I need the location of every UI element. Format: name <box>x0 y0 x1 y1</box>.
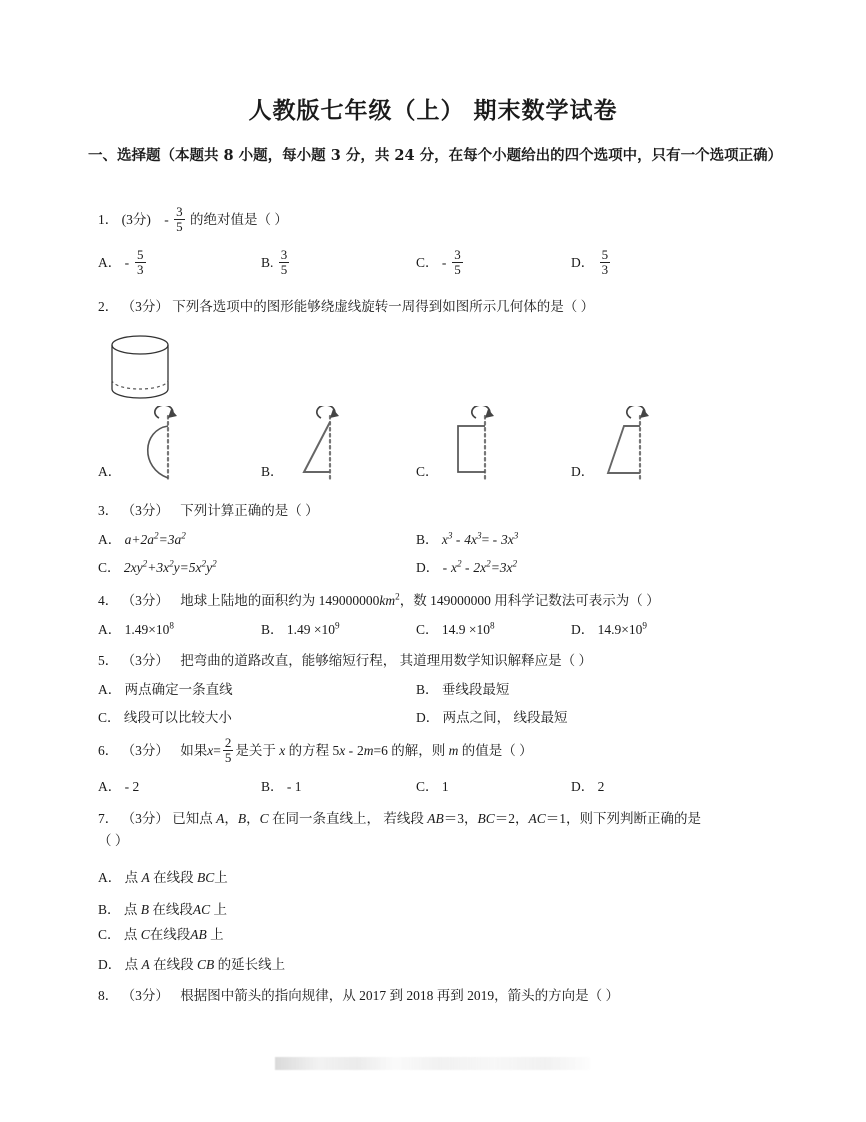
question-3-marks: （3分） <box>121 503 169 518</box>
option-label: D． <box>416 560 440 575</box>
rectangle-rotation-icon <box>445 406 505 486</box>
question-4-option-b[interactable]: B． $1.49 \times 10^9$ <box>261 620 340 637</box>
fraction-numerator: 2 <box>224 735 232 750</box>
question-8-number: 8． <box>98 988 119 1003</box>
question-8-marks: （3分） <box>121 988 169 1003</box>
option-label: B． <box>98 902 121 917</box>
question-7-blank: （ ） <box>98 833 129 848</box>
question-1-option-c[interactable] <box>416 248 465 277</box>
question-3-option-d[interactable]: D． - $x^2 - 2x^2=3x^2$ <box>416 558 518 575</box>
option-text: 两点之间， 线段最短 <box>442 710 568 725</box>
question-5-option-c[interactable] <box>98 706 232 726</box>
option-label: A． <box>98 622 122 637</box>
option-label: A． <box>98 682 122 697</box>
question-2-option-b-label[interactable] <box>261 460 284 480</box>
option-fraction <box>279 248 290 277</box>
question-4-option-d[interactable]: D． $14.9\times 10^9$ <box>571 620 647 637</box>
fraction-numerator: 5 <box>137 247 144 262</box>
option-label: C． <box>98 927 121 942</box>
trapezoid-rotation-icon <box>600 406 660 486</box>
option-label: D． <box>571 255 595 271</box>
page-title: 人教版七年级（上） 期末数学试卷 <box>248 97 618 124</box>
question-7-marks: （3分） <box>121 811 169 826</box>
question-6-option-d[interactable] <box>571 775 604 795</box>
question-8-stem <box>98 985 788 1007</box>
question-7-stem-line2 <box>98 830 788 852</box>
option-text: 线段可以比较大小 <box>123 710 232 725</box>
option-text: 两点确定一条直线 <box>124 682 233 697</box>
question-3-text: 下列计算正确的是（ ） <box>180 503 319 518</box>
option-label: B． <box>416 682 439 697</box>
question-1-stem <box>98 205 788 234</box>
question-2-option-a-label[interactable] <box>98 460 121 480</box>
question-3-option-a[interactable]: A． $a+2a^2=3a^2$ <box>98 530 186 547</box>
option-label: C． <box>416 779 439 794</box>
question-2-option-b-figure[interactable] <box>290 406 350 490</box>
option-fraction <box>452 248 463 277</box>
question-3-option-b[interactable]: B． $x^3 - 4x^3= - 3x^3$ <box>416 530 519 547</box>
question-5-number: 5． <box>98 653 119 668</box>
question-5-option-d[interactable] <box>416 706 568 726</box>
option-text: - 1 <box>286 779 302 794</box>
question-6-marks: （3分） <box>121 743 169 759</box>
question-1-option-b[interactable] <box>261 248 291 277</box>
section-heading: 一、选择题（本题共 8 小题，每小题 3 分，共 24 分，在每个小题给出的四个选项中，只有一个选项正确） <box>88 147 783 164</box>
question-5-option-a[interactable] <box>98 678 233 698</box>
fraction-denominator: 5 <box>280 261 288 277</box>
question-7-number: 7． <box>98 811 119 826</box>
fraction-denominator: 5 <box>176 218 183 234</box>
exam-page: 人教版七年级（上） 期末数学试卷 一、选择题（本题共 8 小题，每小题 3 分，共 24 分，在每个小题给出的四个选项中，只有一个选项正确） 1． (3分) - $\frac{3}{5}$ 的绝对值是（ ） A． - $\frac{5}{3}$ B. $\frac{3}{5}$ C． - $\frac{3}{5}$ D． $\frac{5}{3}$ 2． （3分） 下列各选项中的图形能够绕虚线旋转一周得到如图所示几何体的是（ ） A． B． C． D． 3． （3分） 下列计算正确的是（ ） A． $a+2a^2=3a^2$ B． $x^3 - 4x^3= - 3x^3$ C． $2xy^2+3x^2y=5x^2y^2$ D． - $x^2 - 2x^2=3x^2$ 4． （3分） 地球上陆地的面积约为 $149000000km^2$，数 149000000 用科学记数法可表示为（ ） A． $1.49\times 10^8$ B． $1.49 \times 10^9$ C． $14.9 \times 10^8$ D． $14.9\times 10^9$ 5． （3分） 把弯曲的道路改直，能够缩短行程， 其道理用数学知识解释应是（ ） A． 两点确定一条直线 B． 垂线段最短 C． 线段可以比较大小 D． 两点之间， 线段最短 6． （3分） 如果x= $\frac{2}{5}$ 是关于 x 的方程 5x - 2m=6 的解，则 m 的值是（ ） A． - 2 B． - 1 C． 1 D． 2 7． （3分） 已知点 A，B，C 在同一条直线上， 若线段 AB＝3，BC＝2，AC＝1，则下列判断正确的是 （ ） A． 点 A 在线段 BC上 B． 点 B 在线段AC 上 C． 点 C在线段AB 上 D． 点 A 在线段 CB 的延长线上 8． （3分） 根据图中箭头的指向规律，从 2017 到 2018 再到 2019，箭头的方向是（ ） <box>0 0 866 1122</box>
option-label: D． <box>571 779 595 794</box>
semicircle-rotation-icon <box>128 406 188 486</box>
question-6-fraction <box>223 736 234 765</box>
fraction-denominator: 5 <box>454 261 461 277</box>
question-4-marks: （3分） <box>121 593 169 608</box>
option-label: D． <box>98 957 122 972</box>
question-1-fraction <box>174 205 185 234</box>
cylinder-icon <box>100 333 180 405</box>
fraction-numerator: 3 <box>176 204 183 219</box>
question-4-option-c[interactable]: C． $14.9 \times 10^8$ <box>416 620 495 637</box>
question-1-marks: (3分) <box>121 212 151 228</box>
question-5-text: 把弯曲的道路改直，能够缩短行程， 其道理用数学知识解释应是（ ） <box>180 653 592 668</box>
question-3-option-c[interactable]: C． $2xy^2+3x^2y=5x^2y^2$ <box>98 558 217 575</box>
fraction-numerator: 3 <box>280 247 288 262</box>
option-label: A． <box>98 779 122 794</box>
question-4-stem: 4． （3分） 地球上陆地的面积约为 $149000000km^2$，数 149000000 用科学记数法可表示为（ ） <box>98 591 660 608</box>
option-label: B. <box>261 255 274 271</box>
fraction-denominator: 3 <box>137 261 144 277</box>
option-sign: - <box>124 255 130 271</box>
option-label: C． <box>416 464 439 479</box>
question-1-sign: - <box>164 212 169 228</box>
option-label: C． <box>416 255 439 271</box>
option-text: 2 <box>597 779 605 794</box>
option-fraction <box>135 248 146 277</box>
triangle-rotation-icon <box>290 406 350 486</box>
question-5-marks: （3分） <box>121 653 169 668</box>
option-label: B． <box>261 779 284 794</box>
option-label: A． <box>98 532 122 547</box>
option-label: D． <box>571 622 595 637</box>
question-5-stem <box>98 650 788 672</box>
fraction-denominator: 3 <box>601 261 609 277</box>
question-2-option-a-figure[interactable] <box>128 406 188 490</box>
question-6-number: 6． <box>98 743 119 759</box>
option-label: D． <box>416 710 440 725</box>
question-6-option-a[interactable] <box>98 775 139 795</box>
fraction-denominator: 5 <box>224 749 232 765</box>
question-4-option-a[interactable]: A． $1.49\times 10^8$ <box>98 620 174 637</box>
question-8-text: 根据图中箭头的指向规律，从 2017 到 2018 再到 2019，箭头的方向是（ ） <box>180 988 619 1003</box>
cylinder-figure <box>100 333 180 410</box>
question-1-option-a[interactable] <box>98 248 148 277</box>
question-2-option-c-label[interactable] <box>416 460 439 480</box>
question-2-stem <box>98 296 788 318</box>
question-2-option-c-figure[interactable] <box>445 406 505 490</box>
question-1-number: 1． <box>98 212 119 228</box>
option-label: A． <box>98 464 122 479</box>
question-1-option-d[interactable] <box>571 248 612 277</box>
watermark-bar <box>275 1057 590 1070</box>
option-label: D． <box>571 464 595 479</box>
option-text: - 2 <box>124 779 140 794</box>
question-6-stem: 6． （3分） 如果x= $\frac{2}{5}$ 是关于 x 的方程 5x - 2m=6 的解，则 m 的值是（ ） <box>98 735 533 765</box>
question-7-stem: 7． （3分） 已知点 A，B，C 在同一条直线上， 若线段 AB＝3，BC＝2，AC＝1，则下列判断正确的是 <box>98 811 702 826</box>
question-2-text: 下列各选项中的图形能够绕虚线旋转一周得到如图所示几何体的是（ ） <box>172 299 595 314</box>
question-3-stem <box>98 500 788 522</box>
option-label: C． <box>98 560 121 575</box>
option-label: A． <box>98 870 122 885</box>
option-label: C． <box>98 710 121 725</box>
question-2-number: 2． <box>98 299 119 314</box>
question-5-option-b[interactable] <box>416 678 509 698</box>
question-2-option-d-label[interactable] <box>571 460 594 480</box>
option-label: B． <box>261 464 284 479</box>
fraction-numerator: 3 <box>454 247 461 262</box>
fraction-numerator: 5 <box>601 247 609 262</box>
question-6-option-c[interactable] <box>416 775 449 795</box>
question-3-number: 3． <box>98 503 119 518</box>
question-2-options <box>98 408 798 488</box>
option-label: B． <box>416 532 439 547</box>
option-fraction <box>600 248 611 277</box>
option-label: C． <box>416 622 439 637</box>
question-2-marks: （3分） <box>121 299 169 314</box>
question-6-option-b[interactable] <box>261 775 302 795</box>
question-4-number: 4． <box>98 593 119 608</box>
question-1-text: 的绝对值是（ ） <box>190 212 288 228</box>
option-text: 1 <box>441 779 449 794</box>
option-text: 垂线段最短 <box>441 682 510 697</box>
question-2-option-d-figure[interactable] <box>600 406 660 490</box>
option-label: A． <box>98 255 122 271</box>
option-label: B． <box>261 622 284 637</box>
option-sign: - <box>441 255 447 271</box>
